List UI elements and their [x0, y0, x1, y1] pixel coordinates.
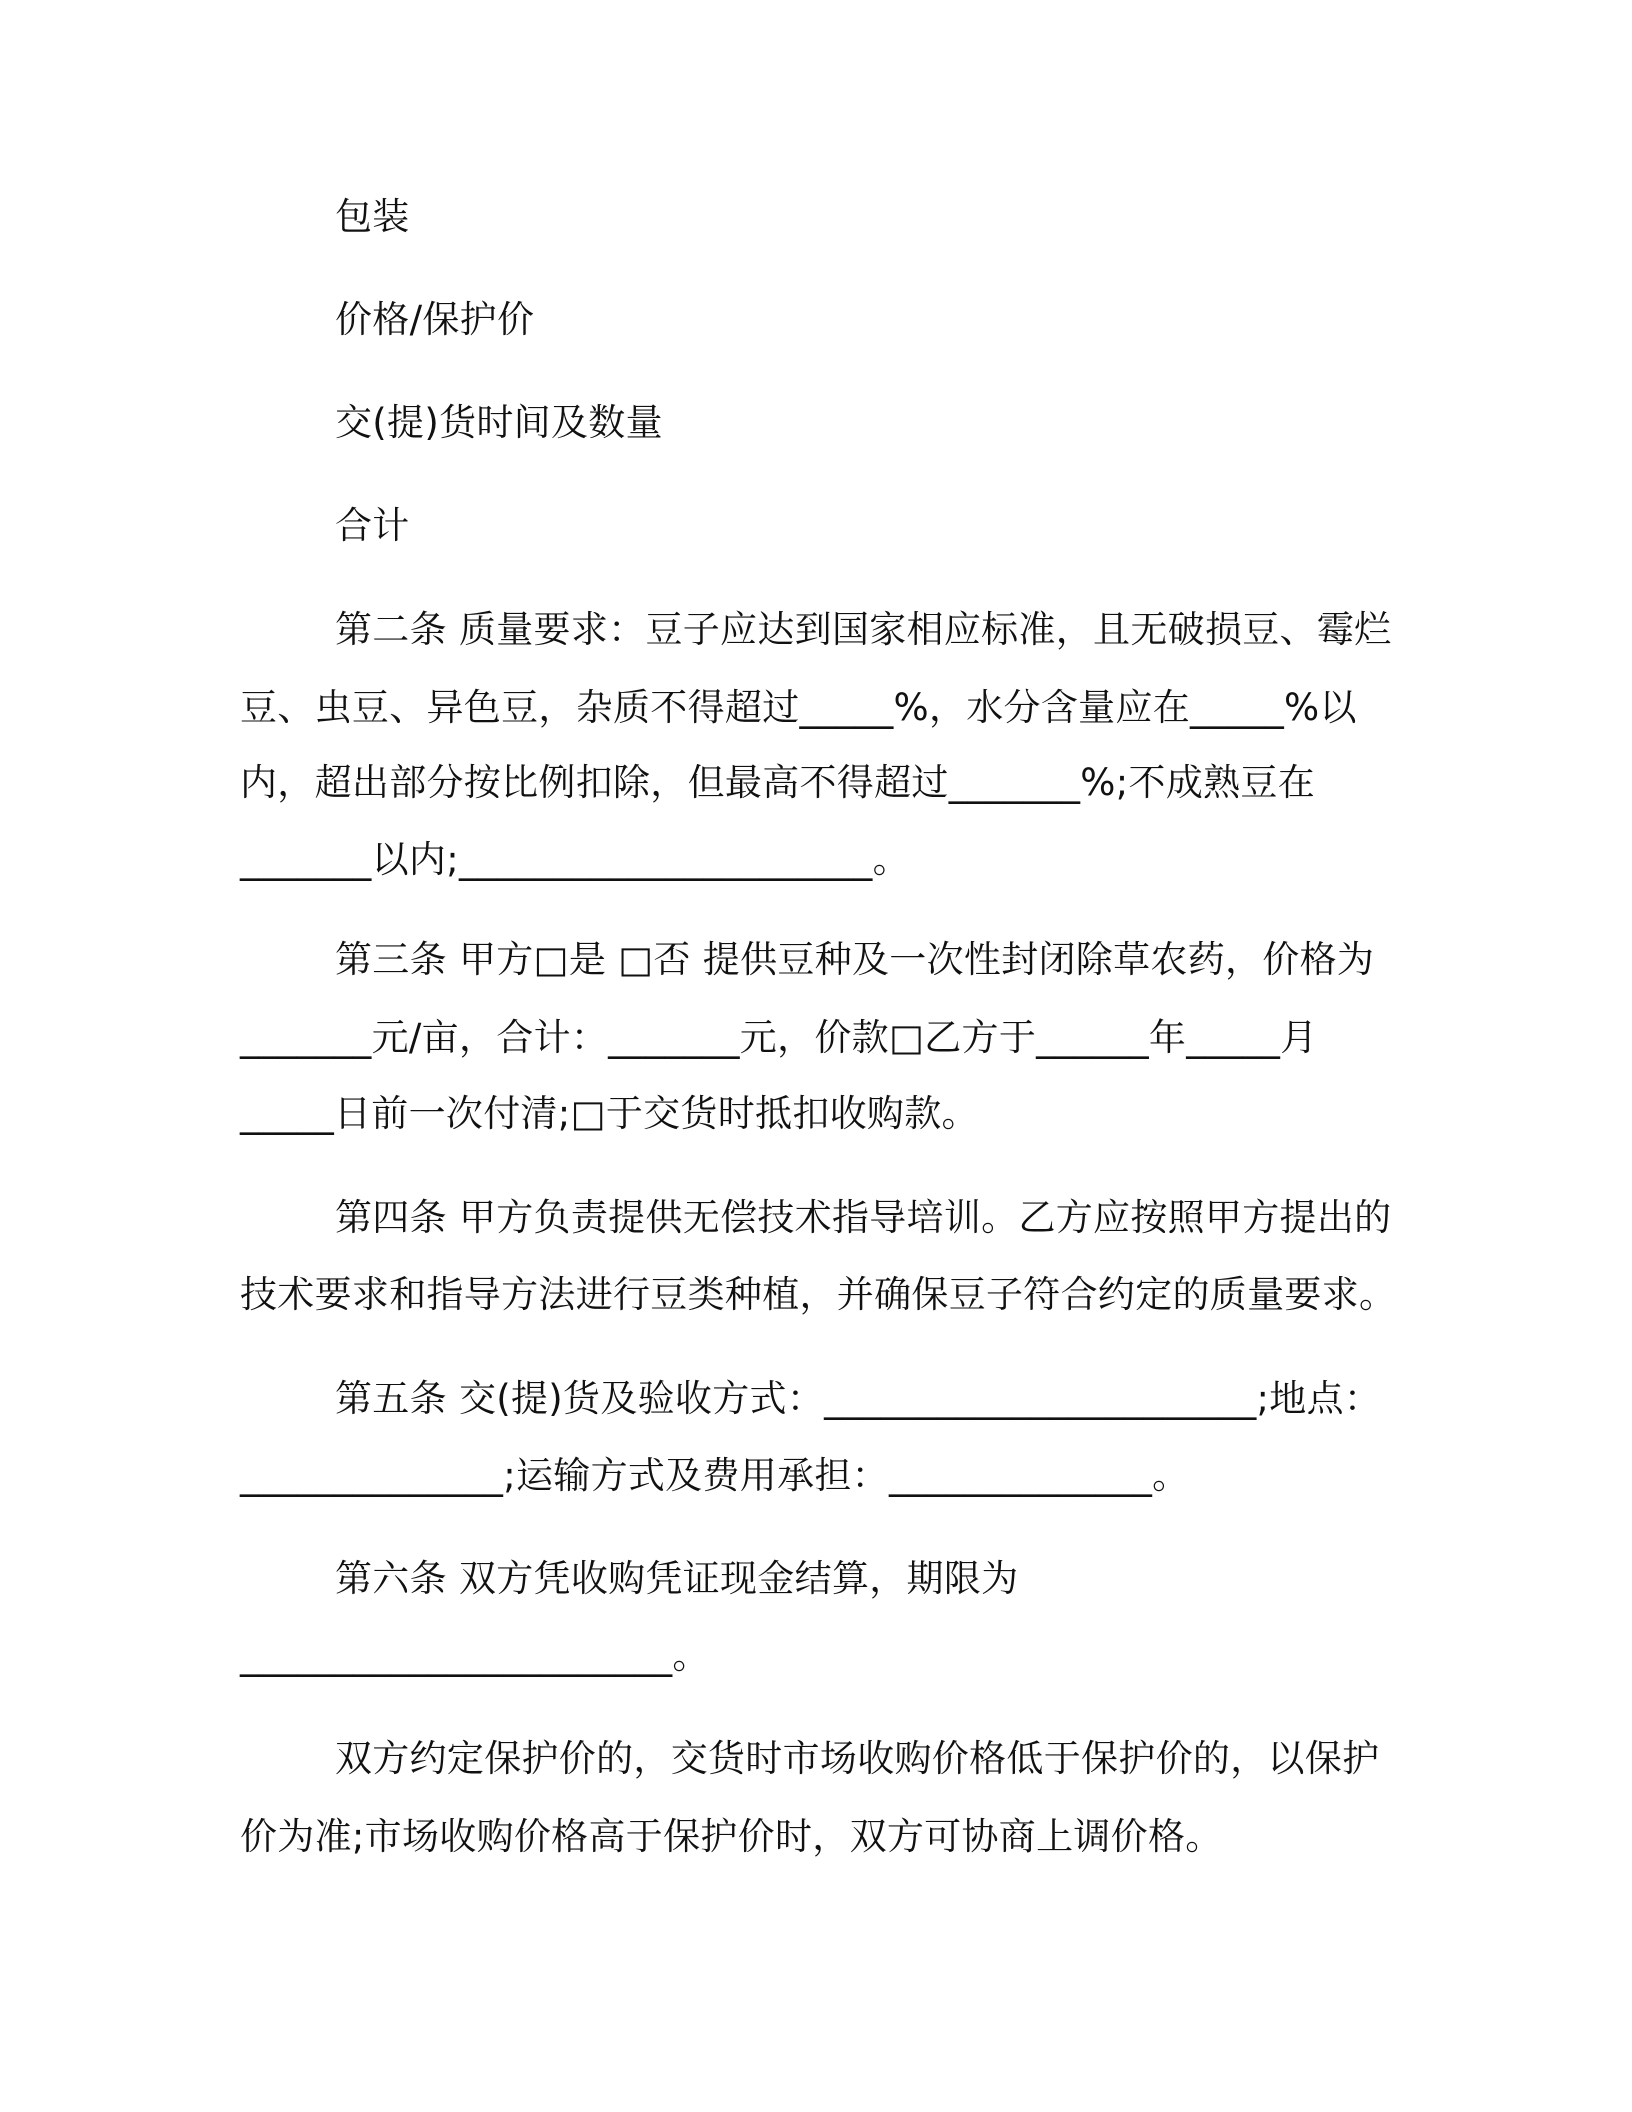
- item-packaging: 包装: [335, 195, 410, 238]
- item-total: 合计: [335, 504, 410, 547]
- article-2-line-4: _______以内;______________________。: [240, 838, 910, 881]
- article-2-line-3: 内，超出部分按比例扣除，但最高不得超过_______%;不成熟豆在: [240, 761, 1316, 804]
- article-6-line-1: 第六条 双方凭收购凭证现金结算，期限为: [335, 1557, 1019, 1600]
- article-2-line-1: 第二条 质量要求：豆子应达到国家相应标准，且无破损豆、霉烂: [335, 608, 1392, 651]
- article-5-line-2: ______________;运输方式及费用承担：______________。: [240, 1454, 1190, 1497]
- item-delivery-time: 交(提)货时间及数量: [335, 401, 663, 444]
- article-2-line-2: 豆、虫豆、异色豆，杂质不得超过_____%，水分含量应在_____%以: [240, 686, 1357, 729]
- article-6-line-2: _______________________。: [240, 1634, 710, 1677]
- article-3-line-3: _____日前一次付清;□于交货时抵扣收购款。: [240, 1092, 979, 1135]
- article-4-line-1: 第四条 甲方负责提供无偿技术指导培训。乙方应按照甲方提出的: [335, 1196, 1392, 1239]
- article-3-line-1: 第三条 甲方□是 □否 提供豆种及一次性封闭除草农药，价格为: [335, 938, 1375, 981]
- article-4-line-2: 技术要求和指导方法进行豆类种植，并确保豆子符合约定的质量要求。: [240, 1273, 1397, 1316]
- item-price: 价格/保护价: [335, 298, 535, 341]
- protection-price-line-1: 双方约定保护价的，交货时市场收购价格低于保护价的，以保护: [335, 1737, 1380, 1780]
- protection-price-line-2: 价为准;市场收购价格高于保护价时，双方可协商上调价格。: [240, 1815, 1223, 1858]
- article-5-line-1: 第五条 交(提)货及验收方式：_______________________;地点：: [335, 1377, 1382, 1420]
- article-3-line-2: _______元/亩，合计：_______元，价款□乙方于______年_____月: [240, 1016, 1318, 1059]
